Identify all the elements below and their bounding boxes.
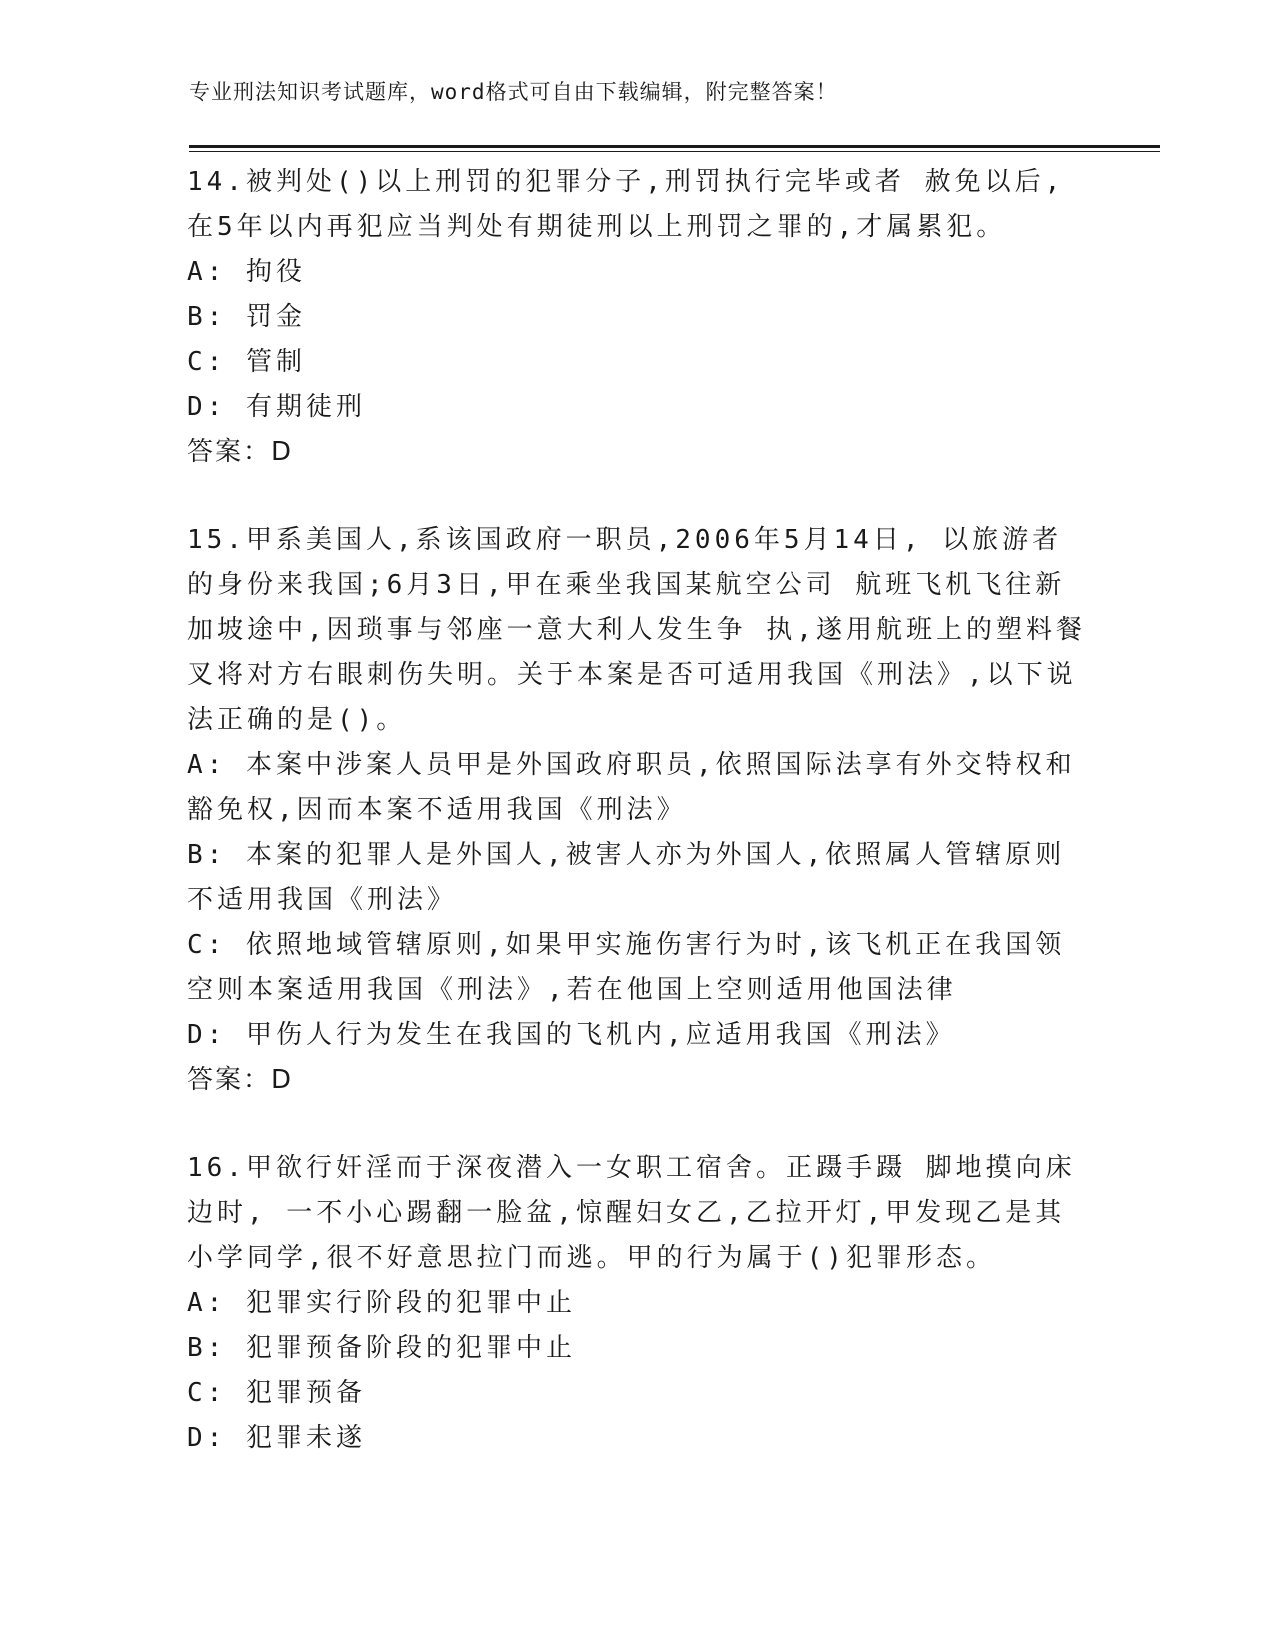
question-stem: 16.甲欲行奸淫而于深夜潜入一女职工宿舍。正蹑手蹑 脚地摸向床边时, 一不小心踢翻一脸盆,惊醒妇女乙,乙拉开灯,甲发现乙是其小学同学,很不好意思拉门而逃。甲的行为属于()犯罪形态。 bbox=[187, 1153, 1076, 1273]
option-b: B: 罚金 bbox=[187, 302, 306, 332]
header-divider-thick bbox=[189, 145, 1160, 148]
question-spacer bbox=[187, 475, 1087, 518]
question-stem: 14.被判处()以上刑罚的犯罪分子,刑罚执行完毕或者 赦免以后,在5年以内再犯应当判处有期徒刑以上刑罚之罪的,才属累犯。 bbox=[187, 167, 1065, 242]
answer: 答案：D bbox=[187, 1065, 294, 1095]
option-a: A: 犯罪实行阶段的犯罪中止 bbox=[187, 1288, 576, 1318]
page-header: 专业刑法知识考试题库，word格式可自由下载编辑，附完整答案！ bbox=[189, 80, 838, 104]
question-list bbox=[187, 160, 1087, 1461]
option-b: B: 犯罪预备阶段的犯罪中止 bbox=[187, 1333, 576, 1363]
option-a: A: 本案中涉案人员甲是外国政府职员,依照国际法享有外交特权和豁免权,因而本案不适用我国《刑法》 bbox=[187, 750, 1076, 825]
question-15 bbox=[187, 518, 1087, 1103]
question-spacer bbox=[187, 1103, 1087, 1146]
option-d: D: 甲伤人行为发生在我国的飞机内,应适用我国《刑法》 bbox=[187, 1020, 956, 1050]
header-divider-thin bbox=[189, 151, 1160, 152]
option-d: D: 有期徒刑 bbox=[187, 392, 366, 422]
option-c: C: 依照地域管辖原则,如果甲实施伤害行为时,该飞机正在我国领空则本案适用我国《刑法》,若在他国上空则适用他国法律 bbox=[187, 930, 1066, 1005]
option-c: C: 管制 bbox=[187, 347, 306, 377]
answer: 答案：D bbox=[187, 437, 294, 467]
question-16 bbox=[187, 1146, 1087, 1461]
option-c: C: 犯罪预备 bbox=[187, 1378, 366, 1408]
option-b: B: 本案的犯罪人是外国人,被害人亦为外国人,依照属人管辖原则不适用我国《刑法》 bbox=[187, 840, 1066, 915]
question-14 bbox=[187, 160, 1087, 475]
option-d: D: 犯罪未遂 bbox=[187, 1423, 366, 1453]
option-a: A: 拘役 bbox=[187, 257, 306, 287]
question-stem: 15.甲系美国人,系该国政府一职员,2006年5月14日, 以旅游者的身份来我国;6月3日,甲在乘坐我国某航空公司 航班飞机飞往新加坡途中,因琐事与邻座一意大利人发生争 执,遂用航班上的塑料餐叉将对方右眼刺伤失明。关于本案是否可适用我国《刑法》,以下说法正确的是()。 bbox=[187, 525, 1086, 735]
